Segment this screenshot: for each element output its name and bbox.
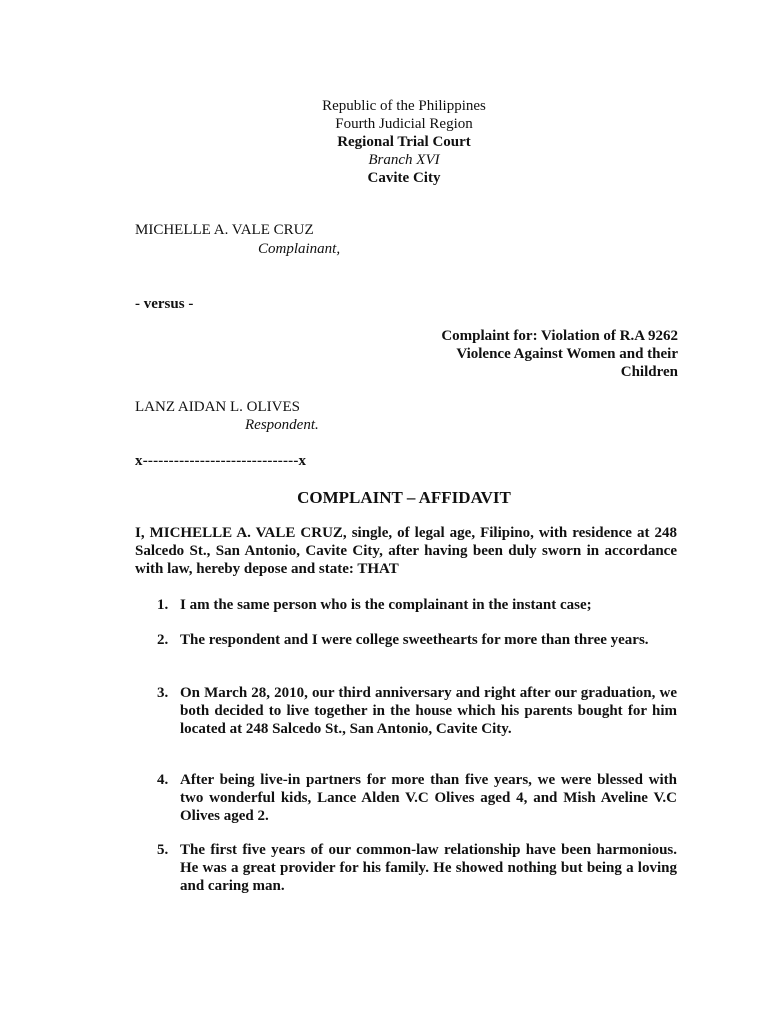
respondent-name: LANZ AIDAN L. OLIVES (135, 399, 300, 415)
list-item-text: After being live-in partners for more than five years, we were blessed with two wonderful kids, Lance Alden V.C Olives aged 4, and Mish Aveline V.C Olives aged 2. (180, 772, 677, 824)
list-item-text: The first five years of our common-law relationship have been harmonious. He was a great provider for his family. He showed nothing but being a loving and caring man. (180, 842, 677, 894)
intro-paragraph: I, MICHELLE A. VALE CRUZ, single, of legal age, Filipino, with residence at 248 Salcedo St., San Antonio, Cavite City, after having been duly sworn in accordance with law, hereby depose and state: THAT (135, 525, 677, 577)
list-item-number: 4. (157, 772, 169, 788)
case-nature-line-1: Complaint for: Violation of R.A 9262 (441, 328, 678, 344)
document-title: COMPLAINT – AFFIDAVIT (297, 488, 511, 507)
list-item (135, 841, 677, 895)
branch-line: Branch XVI (368, 152, 440, 168)
judicial-region-line: Fourth Judicial Region (335, 116, 473, 132)
caption-separator: x------------------------------x (135, 453, 307, 469)
list-item-number: 2. (157, 632, 169, 648)
versus-label: - versus - (135, 296, 194, 312)
list-item-number: 5. (157, 842, 169, 858)
case-nature (348, 327, 678, 381)
list-item-text: On March 28, 2010, our third anniversary and right after our graduation, we both decided to live together in the house which his parents bought for him located at 248 Salcedo St., San Antonio, Cavite City. (180, 685, 677, 737)
list-item-text: The respondent and I were college sweethearts for more than three years. (180, 632, 649, 648)
list-item-number: 1. (157, 597, 169, 613)
respondent-role: Respondent. (245, 417, 319, 433)
republic-line: Republic of the Philippines (322, 98, 486, 114)
complainant-role: Complainant, (258, 241, 341, 257)
list-item (135, 596, 677, 614)
court-header (0, 97, 768, 187)
city-line: Cavite City (367, 170, 441, 186)
list-item (135, 631, 677, 649)
case-nature-line-3: Children (620, 364, 678, 380)
court-name: Regional Trial Court (337, 134, 471, 150)
list-item (135, 771, 677, 825)
case-nature-line-2: Violence Against Women and their (456, 346, 678, 362)
complainant-name: MICHELLE A. VALE CRUZ (135, 222, 314, 238)
list-item-number: 3. (157, 685, 169, 701)
list-item (135, 684, 677, 738)
list-item-text: I am the same person who is the complainant in the instant case; (180, 597, 592, 613)
